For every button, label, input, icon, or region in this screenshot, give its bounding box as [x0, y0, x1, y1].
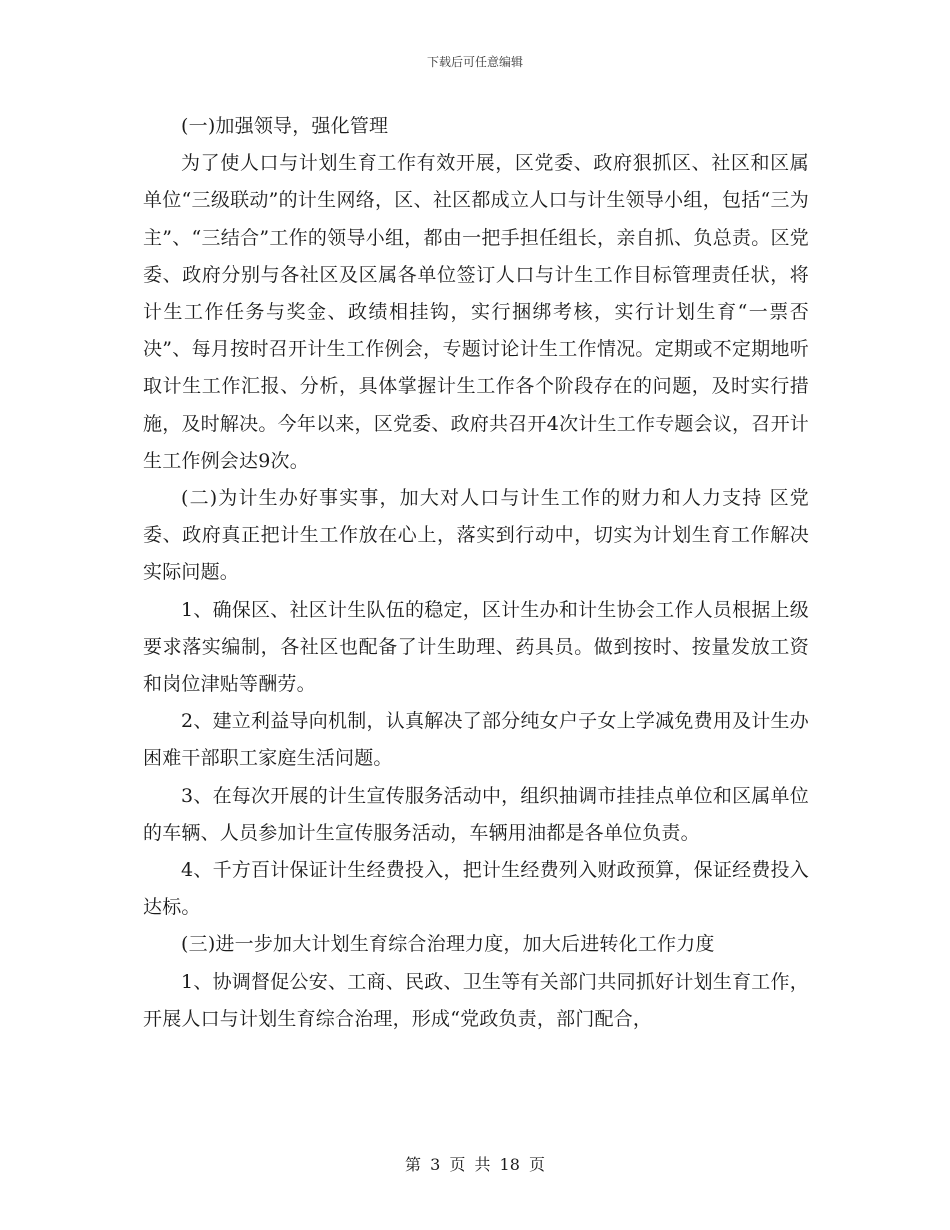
paragraph: 4、千方百计保证计生经费投入，把计生经费列入财政预算，保证经费投入达标。 [143, 859, 809, 919]
paragraph: 1、确保区、社区计生队伍的稳定，区计生办和计生协会工作人员根据上级要求落实编制，各社区也配备了计生助理、药具员。做到按时、按量发放工资和岗位津贴等酬劳。 [143, 598, 809, 696]
paragraph: 2、建立利益导向机制，认真解决了部分纯女户子女上学减免费用及计生办困难干部职工家庭生活问题。 [143, 710, 809, 770]
section-heading-2: (二)为计生办好事实事，加大对人口与计生工作的财力和人力支持 区党委、政府真正把计生工作放在心上，落实到行动中，切实为计划生育工作解决实际问题。 [143, 487, 809, 584]
page-footer: 第 3 页 共 18 页 [405, 1155, 545, 1174]
paragraph: 3、在每次开展的计生宣传服务活动中，组织抽调市挂挂点单位和区属单位的车辆、人员参加计生宣传服务活动，车辆用油都是各单位负责。 [143, 784, 809, 844]
section-heading-3: (三)进一步加大计划生育综合治理力度，加大后进转化工作力度 [181, 933, 715, 956]
paragraph: 1、协调督促公安、工商、民政、卫生等有关部门共同抓好计划生育工作，开展人口与计划生育综合治理，形成“党政负责，部门配合， [143, 970, 809, 1030]
document-body [143, 108, 809, 1038]
page-header: 下载后可任意编辑 [426, 55, 523, 69]
paragraph: 为了使人口与计划生育工作有效开展，区党委、政府狠抓区、社区和区属单位“三级联动”的计生网络，区、社区都成立人口与计生领导小组，包括“三为主”、“三结合”工作的领导小组，都由一把手担任组长，亲自抓、负总责。区党委、政府分别与各社区及区属各单位签订人口与计生工作目标管理责任状，将计生工作任务与奖金、政绩相挂钩，实行捆绑考核，实行计划生育“一票否决”、每月按时召开计生工作例会，专题讨论计生工作情况。定期或不定期地听取计生工作汇报、分析，具体掌握计生工作各个阶段存在的问题，及时实行措施，及时解决。今年以来，区党委、政府共召开4次计生工作专题会议，召开计生工作例会达9次。 [143, 152, 809, 472]
section-heading-1: (一)加强领导，强化管理 [181, 115, 389, 137]
